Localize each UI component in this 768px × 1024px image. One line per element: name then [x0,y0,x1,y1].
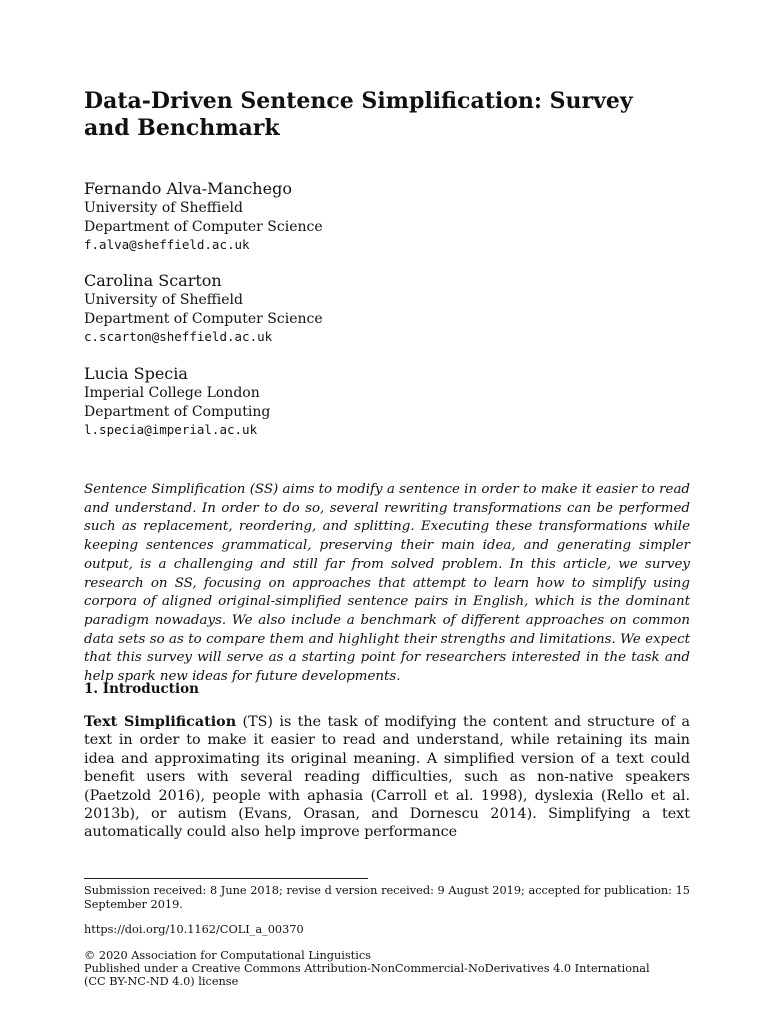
footnote-license-short: (CC BY-NC-ND 4.0) license [84,975,239,988]
author-name: Lucia Specia [84,364,188,383]
footnote-doi[interactable]: https://doi.org/10.1162/COLI_a_00370 [84,923,304,936]
footnote-rule [84,878,368,879]
paper-title: Data-Driven Sentence Simplification: Survey and Benchmark [84,88,633,141]
footnote-submission: Submission received: 8 June 2018; revise d version received: 9 August 2019; accepted for publication: 15 September 2019. [84,884,690,911]
footnote-copyright: © 2020 Association for Computational Linguistics [84,949,371,962]
author-affiliation: Imperial College London [84,385,260,401]
footnote-license: Published under a Creative Commons Attribution-NonCommercial-NoDerivatives 4.0 International [84,962,650,975]
author-name: Carolina Scarton [84,271,222,290]
author-block-3 [84,364,684,440]
author-department: Department of Computer Science [84,218,323,235]
introduction-paragraph [84,713,690,842]
author-affiliation: University of Sheffield [84,200,243,216]
author-name: Fernando Alva-Manchego [84,179,292,198]
author-block-1 [84,179,684,255]
author-affiliation: University of Sheffield [84,292,243,308]
intro-text: (TS) is the task of modifying the content and structure of a text in order to make it easier to read and understand, while retaining its main idea and approximating its original meaning. A simplified version of a text could benefit users with several reading difficulties, such as non-native speakers (Paetzold 2016), people with aphasia (Carroll et al. 1998), dyslexia (Rello et al. 2013b), or autism (Evans, Orasan, and Dornescu 2014). Simplifying a text automatically could also help improve performance [84,714,690,841]
author-email[interactable]: c.scarton@sheffield.ac.uk [84,329,273,344]
author-department: Department of Computing [84,403,271,420]
author-block-2 [84,271,684,347]
author-email[interactable]: l.specia@imperial.ac.uk [84,422,258,437]
section-heading-introduction: 1. Introduction [84,681,199,697]
author-department: Department of Computer Science [84,310,323,327]
author-email[interactable]: f.alva@sheffield.ac.uk [84,237,250,252]
abstract: Sentence Simplification (SS) aims to modify a sentence in order to make it easier to read and understand. In order to do so, several rewriting transformations can be performed such as replacement, reordering, and splitting. Executing these transformations while keeping sentences grammatical, preserving their main idea, and generating simpler output, is a challenging and still far from solved problem. In this article, we survey research on SS, focusing on approaches that attempt to learn how to simplify using corpora of aligned original-simplified sentence pairs in English, which is the dominant paradigm nowadays. We also include a benchmark of different approaches on common data sets so as to compare them and highlight their strengths and limitations. We expect that this survey will serve as a starting point for researchers interested in the task and help spark new ideas for future developments. [84,482,690,685]
intro-term: Text Simplification [84,714,237,730]
